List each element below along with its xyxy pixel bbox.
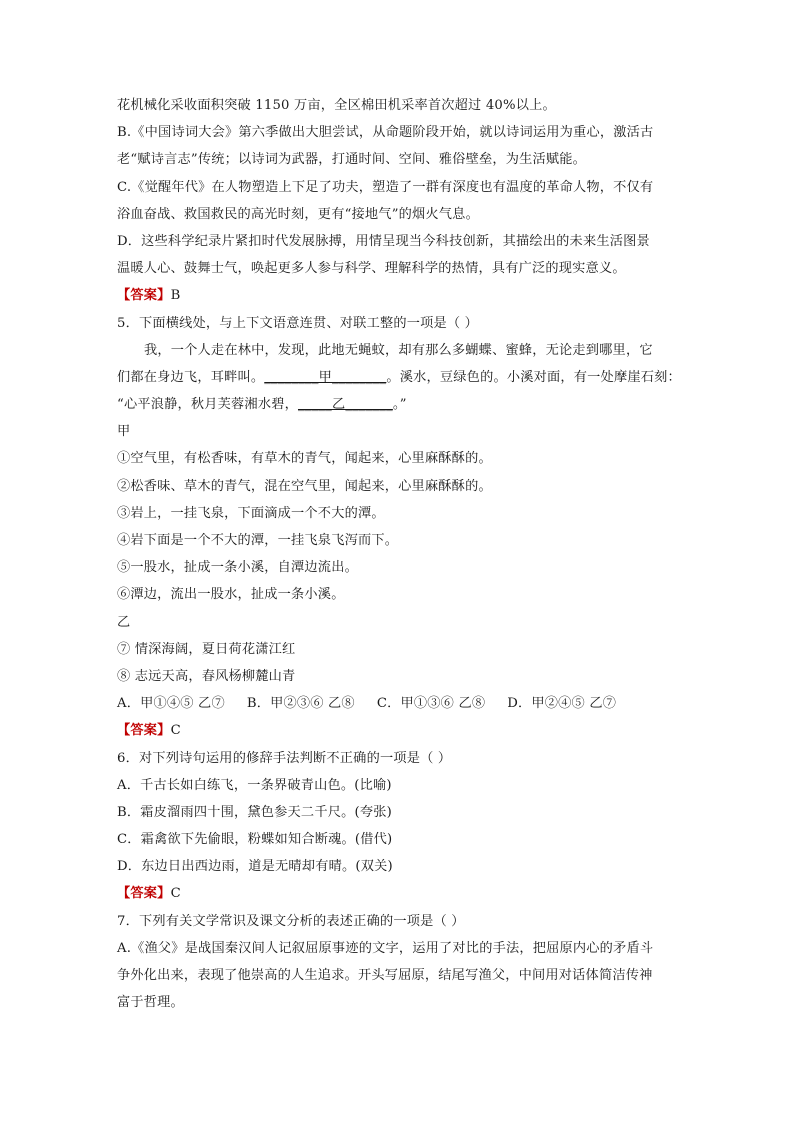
q5-choice-c: C．甲①③⑥ 乙⑧ bbox=[376, 696, 486, 712]
q5-passage-text: “心平浪静，秋月芙蓉湘水碧， bbox=[117, 397, 298, 413]
q5-jia-option: ②松香味、草木的青气，混在空气里，闻起来，心里麻酥酥的。 bbox=[117, 478, 492, 494]
q5-jia-option: ④岩下面是一个不大的潭，一挂飞泉飞泻而下。 bbox=[117, 533, 399, 548]
q4-option-a-continued: 花机械化采收面积突破 1150 万亩，全区棉田机采率首次超过 40%以上。 bbox=[117, 98, 556, 113]
q5-choice-b: B．甲②③⑥ 乙⑧ bbox=[246, 696, 355, 712]
answer-label: 【答案】 bbox=[117, 288, 171, 304]
q5-passage-line3 bbox=[117, 391, 682, 418]
q6-stem: 6．对下列诗句运用的修辞手法判断不正确的一项是（ ） bbox=[117, 750, 452, 766]
q5-jia-option: ⑤一股水，扯成一条小溪，自潭边流出。 bbox=[117, 560, 358, 576]
q5-choice-a: A．甲①④⑤ 乙⑦ bbox=[117, 696, 225, 712]
q6-answer bbox=[117, 880, 682, 907]
q7-option-a-line2: 争外化出来，表现了他崇高的人生追求。开头写屈原，结尾写渔父，中间用对话体简洁传神 bbox=[117, 968, 653, 983]
q5-passage-text: 。溪水，豆绿色的。小溪对面，有一处摩崖石刻： bbox=[386, 369, 681, 385]
q4-option-b-line2: 老“赋诗言志”传统；以诗词为武器，打通时间、空间、雅俗壁垒，为生活赋能。 bbox=[117, 152, 587, 168]
answer-value: B bbox=[170, 288, 181, 304]
q6-option-a: A．千古长如白练飞，一条界破青山色。(比喻) bbox=[117, 777, 392, 793]
q5-yi-label: 乙 bbox=[117, 614, 131, 630]
q6-option-c: C．霜禽欲下先偷眼，粉蝶如知合断魂。(借代) bbox=[117, 832, 393, 848]
q5-yi-option: ⑦ 情深海阔，夏日荷花潇江红 bbox=[117, 641, 296, 657]
q4-option-c-line2: 浴血奋战、救国救民的高光时刻，更有“接地气”的烟火气息。 bbox=[117, 206, 479, 222]
q5-passage-text: 们都在身边飞，耳畔叫。 bbox=[117, 369, 265, 385]
q5-choices bbox=[117, 690, 682, 717]
answer-label: 【答案】 bbox=[117, 723, 171, 739]
q5-jia-option: ①空气里，有松香味，有草木的青气，闻起来，心里麻酥酥的。 bbox=[117, 451, 492, 467]
q5-passage-text: 。” bbox=[392, 397, 407, 413]
answer-value: C bbox=[170, 723, 181, 739]
q4-answer bbox=[117, 282, 682, 309]
q5-passage-line2 bbox=[117, 364, 682, 391]
q5-stem: 5．下面横线处，与上下文语意连贯、对联工整的一项是（ ） bbox=[117, 315, 479, 331]
q7-stem: 7．下列有关文学常识及课文分析的表述正确的一项是（ ） bbox=[117, 913, 465, 929]
q7-option-a-line3: 富于哲理。 bbox=[117, 995, 184, 1011]
blank-jia: ________甲________ bbox=[264, 369, 387, 385]
q5-yi-option: ⑧ 志远天高，春风杨柳麓山青 bbox=[117, 668, 296, 684]
q5-passage-line1: 我，一个人走在林中，发现，此地无蝇蚊，却有那么多蝴蝶、蜜蜂，无论走到哪里，它 bbox=[144, 342, 653, 358]
q5-jia-label: 甲 bbox=[117, 424, 131, 440]
document-content bbox=[117, 92, 682, 1016]
q4-option-b-line1: B.《中国诗词大会》第六季做出大胆尝试，从命题阶段开始，就以诗词运用为重心，激活古 bbox=[117, 125, 654, 141]
q5-jia-option: ③岩上，一挂飞泉，下面滴成一个不大的潭。 bbox=[117, 505, 385, 521]
answer-value: C bbox=[170, 886, 181, 902]
q4-option-c-line1: C.《觉醒年代》在人物塑造上下足了功夫，塑造了一群有深度也有温度的革命人物，不仅有 bbox=[117, 179, 654, 195]
blank-yi: _____乙_______ bbox=[297, 397, 393, 413]
q6-option-b: B．霜皮溜雨四十围，黛色参天二千尺。(夸张) bbox=[117, 804, 392, 820]
q4-option-d-line2: 温暖人心、鼓舞士气，唤起更多人参与科学、理解科学的热情，具有广泛的现实意义。 bbox=[117, 261, 626, 277]
q5-answer bbox=[117, 717, 682, 744]
answer-label: 【答案】 bbox=[117, 886, 171, 902]
q4-option-d-line1: D．这些科学纪录片紧扣时代发展脉搏，用情呈现当今科技创新，其描绘出的未来生活图景 bbox=[117, 233, 650, 249]
q7-option-a-line1: A.《渔父》是战国秦汉间人记叙屈原事迹的文字，运用了对比的手法，把屈原内心的矛盾斗 bbox=[117, 940, 654, 956]
q5-jia-option: ⑥潭边，流出一股水，扯成一条小溪。 bbox=[117, 587, 345, 603]
q5-choice-d: D．甲②④⑤ 乙⑦ bbox=[507, 696, 617, 712]
q6-option-d: D．东边日出西边雨，道是无晴却有晴。(双关) bbox=[117, 859, 393, 875]
